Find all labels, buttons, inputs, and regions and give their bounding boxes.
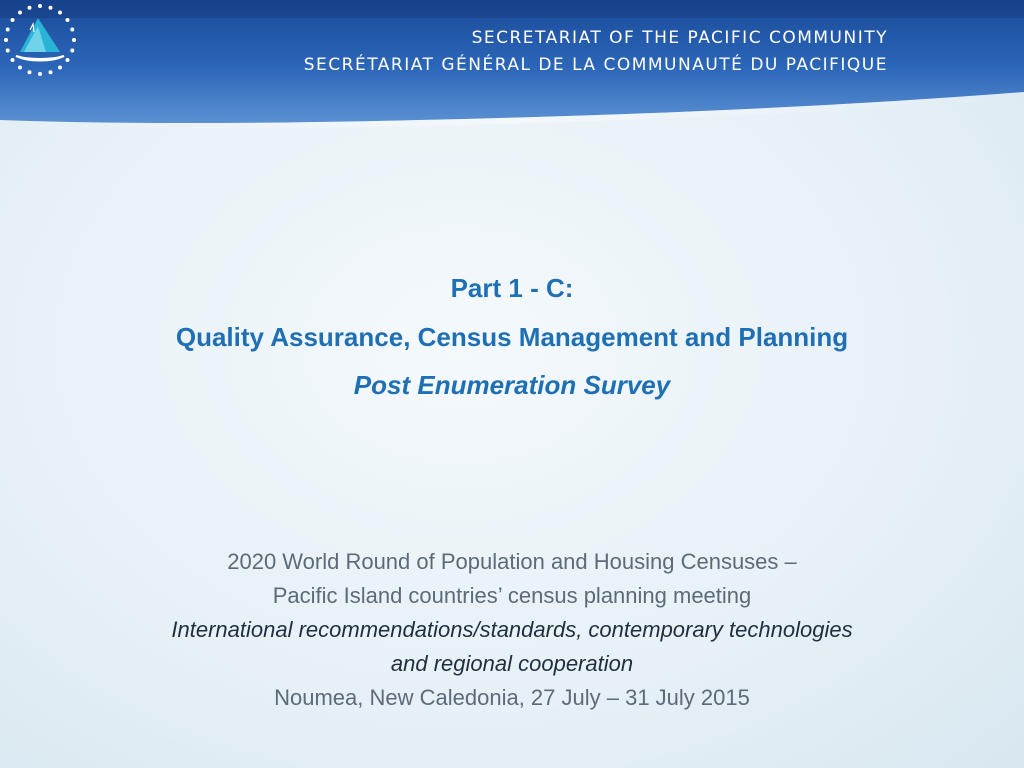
title-part-label: Part 1 - C: — [450, 273, 574, 303]
header-banner — [0, 0, 1024, 130]
title-main: Quality Assurance, Census Management and Planning — [175, 322, 849, 352]
subtitle-line-3: International recommendations/standards, contemporary technologies — [171, 617, 853, 642]
title-topic: Post Enumeration Survey — [353, 370, 671, 400]
wave-shape — [16, 56, 64, 61]
subtitle-line-1: 2020 World Round of Population and Housing Censuses – — [227, 549, 797, 574]
slide-subtitle — [0, 545, 1024, 715]
subtitle-line-5: Noumea, New Caledonia, 27 July – 31 July 2015 — [274, 685, 750, 710]
subtitle-line-4: and regional cooperation — [390, 651, 634, 676]
slide-title — [0, 268, 1024, 405]
spc-logo-icon[interactable] — [0, 0, 80, 80]
org-name-french: SECRÉTARIAT GÉNÉRAL DE LA COMMUNAUTÉ DU PACIFIQUE — [303, 55, 888, 75]
org-name-english: SECRETARIAT OF THE PACIFIC COMMUNITY — [471, 28, 888, 48]
subtitle-line-2: Pacific Island countries’ census planning meeting — [272, 583, 752, 608]
